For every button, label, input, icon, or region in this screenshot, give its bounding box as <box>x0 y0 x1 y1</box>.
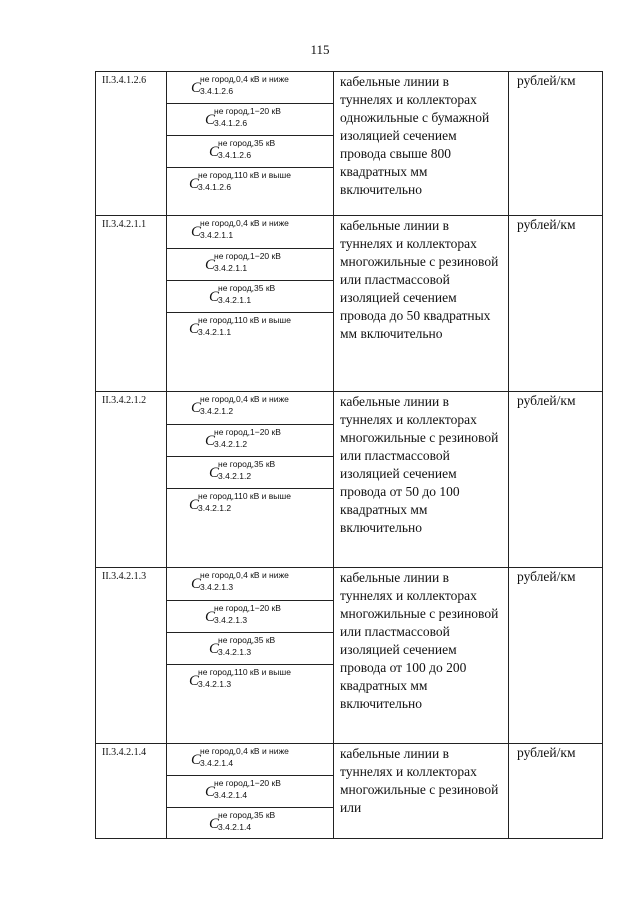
formula-cell-group <box>167 392 334 568</box>
formula-subscript: 3.4.2.1.2 <box>198 503 232 513</box>
formula-cell <box>167 104 333 136</box>
formula-cell <box>167 633 333 665</box>
table-row <box>96 216 603 392</box>
unit-label: рублей/км <box>509 744 603 839</box>
formula-cell <box>167 489 333 567</box>
formula-subscript: 3.4.2.1.1 <box>218 295 252 305</box>
item-description: кабельные линии в туннелях и коллекторах многожильные с резиновой или пластмассовой изоляцией сечением провода до 50 квадратных мм включительно <box>334 216 509 392</box>
formula-symbol: C <box>205 609 216 625</box>
formula-superscript: не город,0,4 кВ и ниже <box>200 394 289 404</box>
formula-symbol: C <box>191 80 202 96</box>
formula-cell <box>167 72 333 104</box>
formula-superscript: не город,1−20 кВ <box>214 106 281 116</box>
formula-subscript: 3.4.2.1.3 <box>200 582 234 592</box>
formula-cell <box>167 313 333 391</box>
formula-subscript: 3.4.2.1.3 <box>214 615 248 625</box>
formula-superscript: не город,1−20 кВ <box>214 778 281 788</box>
formula-symbol: C <box>205 784 216 800</box>
formula-symbol: C <box>205 112 216 128</box>
formula-cell <box>167 808 333 838</box>
item-code: II.3.4.2.1.3 <box>96 568 167 744</box>
formula-subscript: 3.4.1.2.6 <box>200 86 234 96</box>
formula-symbol: C <box>205 433 216 449</box>
formula-superscript: не город,35 кВ <box>218 138 276 148</box>
formula-superscript: не город,110 кВ и выше <box>198 315 291 325</box>
formula-subscript: 3.4.2.1.3 <box>198 679 232 689</box>
formula-symbol: C <box>209 289 220 305</box>
formula-symbol: C <box>189 673 200 689</box>
formula-superscript: не город,110 кВ и выше <box>198 667 291 677</box>
item-code: II.3.4.2.1.1 <box>96 216 167 392</box>
formula-symbol: C <box>191 400 202 416</box>
table-row <box>96 744 603 839</box>
formula-superscript: не город,0,4 кВ и ниже <box>200 746 289 756</box>
formula-cell <box>167 457 333 489</box>
formula-superscript: не город,35 кВ <box>218 810 276 820</box>
formula-cell <box>167 281 333 313</box>
formula-symbol: C <box>189 497 200 513</box>
formula-cell <box>167 136 333 168</box>
formula-cell-group <box>167 568 334 744</box>
table-row <box>96 72 603 216</box>
formula-symbol: C <box>189 321 200 337</box>
formula-superscript: не город,1−20 кВ <box>214 251 281 261</box>
formula-symbol: C <box>209 465 220 481</box>
unit-label: рублей/км <box>509 392 603 568</box>
formula-subscript: 3.4.1.2.6 <box>198 182 232 192</box>
formula-symbol: C <box>205 257 216 273</box>
formula-subscript: 3.4.2.1.4 <box>200 758 234 768</box>
item-description: кабельные линии в туннелях и коллекторах многожильные с резиновой или <box>334 744 509 839</box>
formula-cell <box>167 425 333 457</box>
formula-cell-group <box>167 216 334 392</box>
table-row <box>96 392 603 568</box>
item-description: кабельные линии в туннелях и коллекторах многожильные с резиновой или пластмассовой изоляцией сечением провода от 50 до 100 квадратных мм включительно <box>334 392 509 568</box>
formula-subscript: 3.4.2.1.1 <box>214 263 248 273</box>
formula-cell-group <box>167 72 334 216</box>
formula-subscript: 3.4.1.2.6 <box>214 118 248 128</box>
formula-symbol: C <box>209 641 220 657</box>
formula-superscript: не город,0,4 кВ и ниже <box>200 570 289 580</box>
formula-cell <box>167 776 333 808</box>
formula-superscript: не город,1−20 кВ <box>214 427 281 437</box>
table-row <box>96 568 603 744</box>
formula-symbol: C <box>191 752 202 768</box>
formula-symbol: C <box>209 144 220 160</box>
formula-cell <box>167 665 333 743</box>
formula-subscript: 3.4.2.1.1 <box>200 230 234 240</box>
formula-cell-group <box>167 744 334 839</box>
formula-superscript: не город,35 кВ <box>218 283 276 293</box>
formula-cell <box>167 568 333 601</box>
formula-superscript: не город,35 кВ <box>218 459 276 469</box>
formula-subscript: 3.4.2.1.2 <box>214 439 248 449</box>
item-code: II.3.4.2.1.4 <box>96 744 167 839</box>
formula-cell <box>167 168 333 215</box>
formula-cell <box>167 392 333 425</box>
formula-superscript: не город,110 кВ и выше <box>198 491 291 501</box>
formula-superscript: не город,1−20 кВ <box>214 603 281 613</box>
unit-label: рублей/км <box>509 568 603 744</box>
formula-cell <box>167 601 333 633</box>
page-number: 115 <box>310 42 330 57</box>
formula-superscript: не город,0,4 кВ и ниже <box>200 74 289 84</box>
formula-symbol: C <box>189 176 200 192</box>
formula-symbol: C <box>191 224 202 240</box>
formula-subscript: 3.4.2.1.2 <box>218 471 252 481</box>
formula-cell <box>167 744 333 776</box>
formula-superscript: не город,110 кВ и выше <box>198 170 291 180</box>
formula-subscript: 3.4.2.1.1 <box>198 327 232 337</box>
unit-label: рублей/км <box>509 72 603 216</box>
item-description: кабельные линии в туннелях и коллекторах одножильные с бумажной изоляцией сечением провода свыше 800 квадратных мм включительно <box>334 72 509 216</box>
item-code: II.3.4.1.2.6 <box>96 72 167 216</box>
formula-subscript: 3.4.1.2.6 <box>218 150 252 160</box>
formula-cell <box>167 216 333 249</box>
unit-label: рублей/км <box>509 216 603 392</box>
item-code: II.3.4.2.1.2 <box>96 392 167 568</box>
formula-symbol: C <box>191 576 202 592</box>
tariff-table <box>95 71 603 839</box>
formula-superscript: не город,35 кВ <box>218 635 276 645</box>
formula-subscript: 3.4.2.1.3 <box>218 647 252 657</box>
formula-subscript: 3.4.2.1.4 <box>214 790 248 800</box>
item-description: кабельные линии в туннелях и коллекторах многожильные с резиновой или пластмассовой изоляцией сечением провода от 100 до 200 квадратных мм включительно <box>334 568 509 744</box>
formula-superscript: не город,0,4 кВ и ниже <box>200 218 289 228</box>
formula-subscript: 3.4.2.1.4 <box>218 822 252 832</box>
formula-cell <box>167 249 333 281</box>
formula-subscript: 3.4.2.1.2 <box>200 406 234 416</box>
formula-symbol: C <box>209 816 220 832</box>
